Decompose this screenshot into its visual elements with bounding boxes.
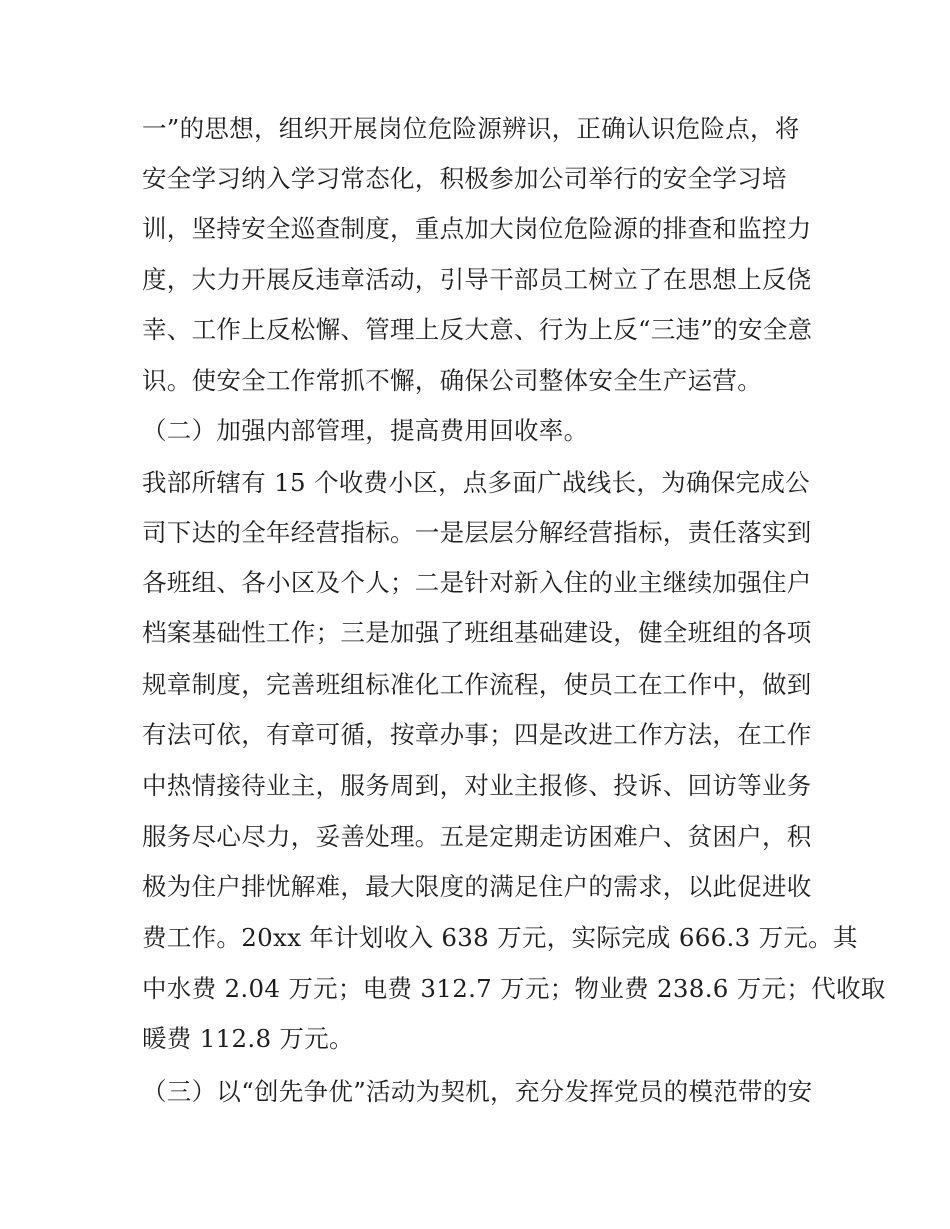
paragraph-line: 各班组、各小区及个人；二是针对新入住的业主继续加强住户 (142, 568, 812, 597)
paragraph-line: 费工作。20xx 年计划收入 638 万元，实际完成 666.3 万元。其 (142, 923, 858, 952)
section-heading: （二）加强内部管理，提高费用回收率。 (142, 416, 589, 445)
section-heading: （三）以“创先争优”活动为契机，充分发挥党员的模范带的安 (142, 1077, 813, 1106)
paragraph-line: 服务尽心尽力，妥善处理。五是定期走访困难户、贫困户，积 (142, 822, 812, 851)
paragraph-line: 规章制度，完善班组标准化工作流程，使员工在工作中，做到 (142, 670, 812, 699)
paragraph-line: 幸、工作上反松懈、管理上反大意、行为上反“三违”的安全意 (142, 315, 813, 344)
paragraph-line: 中热情接待业主，服务周到，对业主报修、投诉、回访等业务 (142, 771, 812, 800)
paragraph-line: 我部所辖有 15 个收费小区，点多面广战线长，为确保完成公 (142, 468, 810, 497)
paragraph-line: 暖费 112.8 万元。 (142, 1024, 354, 1053)
paragraph-line: 训，坚持安全巡查制度，重点加大岗位危险源的排查和监控力 (142, 214, 812, 243)
paragraph-line: 识。使安全工作常抓不懈，确保公司整体安全生产运营。 (142, 366, 762, 395)
paragraph-line: 安全学习纳入学习常态化，积极参加公司举行的安全学习培 (142, 164, 787, 193)
paragraph-line: 度，大力开展反违章活动，引导干部员工树立了在思想上反侥 (142, 265, 812, 294)
paragraph-line: 极为住户排忧解难，最大限度的满足住户的需求，以此促进收 (142, 872, 812, 901)
paragraph-line: 司下达的全年经营指标。一是层层分解经营指标，责任落实到 (142, 518, 812, 547)
paragraph-line: 一”的思想，组织开展岗位危险源辨识，正确认识危险点，将 (142, 114, 800, 143)
paragraph-line: 有法可依，有章可循，按章办事；四是改进工作方法，在工作 (142, 720, 812, 749)
paragraph-line: 档案基础性工作；三是加强了班组基础建设，健全班组的各项 (142, 618, 812, 647)
paragraph-line: 中水费 2.04 万元；电费 312.7 万元；物业费 238.6 万元；代收取 (142, 974, 886, 1003)
